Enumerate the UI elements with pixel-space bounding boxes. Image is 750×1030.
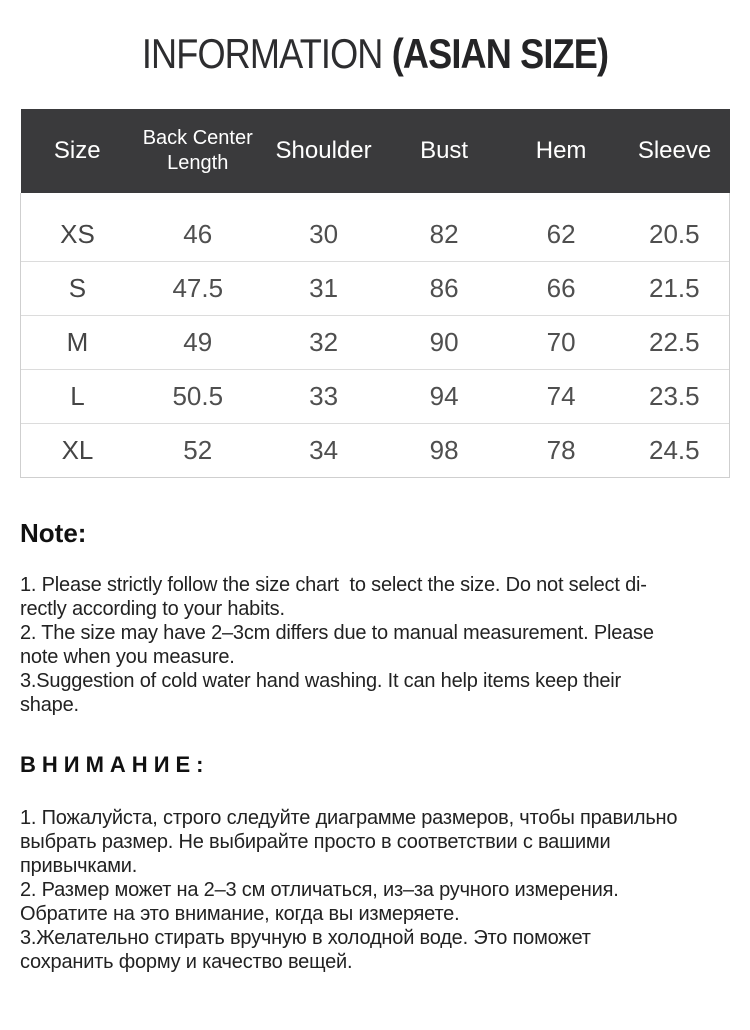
note-line-3: 2. The size may have 2–3cm differs due to manual measurement. Please — [20, 622, 654, 645]
cell-back-center-length: 49 — [134, 316, 262, 370]
column-header-hem: Hem — [503, 109, 620, 193]
cell-bust: 90 — [386, 316, 503, 370]
attention-line-4: 2. Размер может на 2–3 см отличаться, из–за ручного измерения. — [20, 879, 619, 902]
column-header-sleeve: Sleeve — [620, 109, 730, 193]
cell-bust: 82 — [429, 219, 459, 250]
cell-sleeve: 22.5 — [620, 316, 730, 370]
header-row — [21, 109, 730, 193]
table-row-xs — [21, 193, 730, 262]
attention-line-5: Обратите на это внимание, когда вы измеряете. — [20, 903, 460, 926]
cell-shoulder: 33 — [262, 370, 386, 424]
cell-bust: 94 — [386, 370, 503, 424]
column-header-shoulder: Shoulder — [262, 109, 386, 193]
cell-sleeve: 23.5 — [620, 370, 730, 424]
cell-back-center-length: 47.5 — [134, 262, 262, 316]
cell-shoulder: 34 — [262, 424, 386, 478]
size-table-header — [21, 109, 730, 193]
cell-back-center-length: 50.5 — [134, 370, 262, 424]
note-text — [20, 573, 730, 717]
note-line-4: note when you measure. — [20, 646, 235, 669]
cell-size-label: XL — [21, 424, 134, 478]
cell-bust: 86 — [386, 262, 503, 316]
cell-hem: 74 — [503, 370, 620, 424]
cell-hem: 78 — [503, 424, 620, 478]
attention-line-1: 1. Пожалуйста, строго следуйте диаграмме размеров, чтобы правильно — [20, 807, 678, 830]
cell-back-center-length: 46 — [183, 219, 213, 250]
size-info-page — [0, 30, 750, 1030]
attention-line-6: 3.Желательно стирать вручную в холодной воде. Это поможет — [20, 927, 591, 950]
cell-bust: 98 — [386, 424, 503, 478]
cell-size-label: XS — [21, 193, 134, 262]
cell-sleeve: 20.5 — [620, 193, 730, 262]
cell-shoulder: 30 — [309, 219, 339, 250]
attention-line-7: сохранить форму и качество вещей. — [20, 951, 353, 974]
attention-section — [20, 752, 730, 974]
column-header-bust: Bust — [386, 109, 503, 193]
note-line-2: rectly according to your habits. — [20, 598, 285, 621]
size-table-body — [21, 193, 730, 478]
cell-hem: 70 — [503, 316, 620, 370]
table-row-s — [21, 262, 730, 316]
attention-line-3: привычками. — [20, 855, 138, 878]
table-row-xl — [21, 424, 730, 478]
note-line-1: 1. Please strictly follow the size chart to select the size. Do not select di- — [20, 574, 647, 597]
column-header-size: Size — [21, 109, 134, 193]
attention-heading: ВНИМАНИЕ: — [20, 752, 210, 778]
cell-back-center-length: 52 — [134, 424, 262, 478]
cell-shoulder: 31 — [262, 262, 386, 316]
cell-sleeve: 24.5 — [620, 424, 730, 478]
cell-size-label: S — [21, 262, 134, 316]
table-row-l — [21, 370, 730, 424]
column-header-back-center-length — [134, 109, 262, 193]
attention-line-2: выбрать размер. Не выбирайте просто в соответствии с вашими — [20, 831, 611, 854]
size-table — [20, 109, 730, 478]
note-line-6: shape. — [20, 694, 79, 717]
note-line-5: 3.Suggestion of cold water hand washing. It can help items keep their — [20, 670, 622, 693]
page-title-bold: (ASIAN SIZE) — [391, 30, 609, 77]
attention-text — [20, 806, 730, 974]
page-title — [53, 30, 698, 78]
cell-size-label: M — [21, 316, 134, 370]
cell-sleeve: 21.5 — [620, 262, 730, 316]
table-row-m — [21, 316, 730, 370]
column-header-back-center-length-label: Back Center Length — [142, 127, 253, 175]
page-title-regular: INFORMATION — [141, 30, 392, 77]
note-section — [20, 518, 730, 717]
note-heading: Note: — [20, 518, 87, 549]
cell-shoulder: 32 — [262, 316, 386, 370]
cell-hem: 66 — [503, 262, 620, 316]
cell-size-label: L — [21, 370, 134, 424]
cell-hem: 62 — [546, 219, 576, 250]
